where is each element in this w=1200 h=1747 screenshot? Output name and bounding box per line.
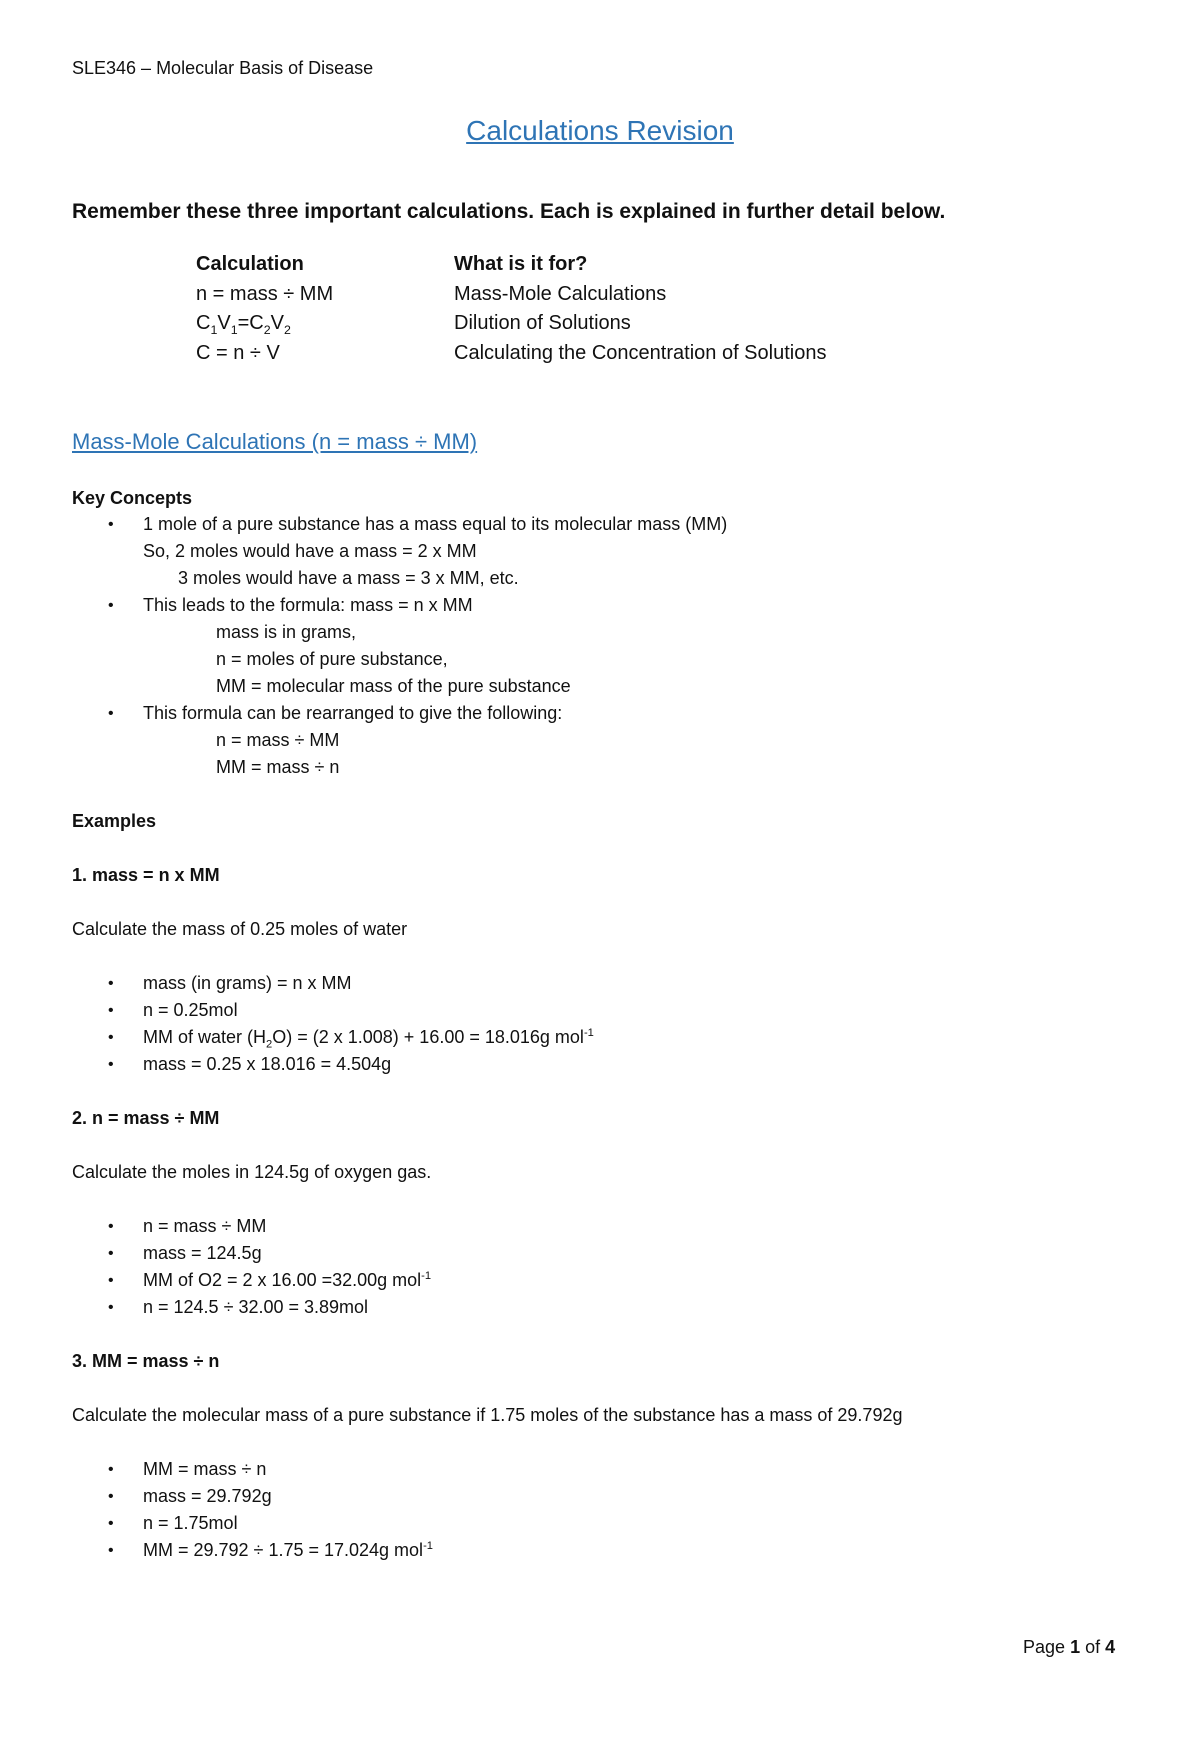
list-item: n = mass ÷ MM — [143, 1216, 267, 1236]
list-item-continuation: So, 2 moles would have a mass = 2 x MM — [143, 541, 477, 561]
intro-text: Remember these three important calculations. Each is explained in further detail below. — [72, 200, 946, 223]
example-1-question: Calculate the mass of 0.25 moles of water — [72, 919, 408, 939]
bullet-icon: • — [108, 1272, 114, 1289]
list-item-continuation: 3 moles would have a mass = 3 x MM, etc. — [178, 568, 519, 588]
list-item: MM = mass ÷ n — [143, 1459, 267, 1479]
list-item-continuation: n = moles of pure substance, — [216, 649, 448, 669]
example-2-title: 2. n = mass ÷ MM — [72, 1108, 220, 1128]
column-header-purpose: What is it for? — [454, 253, 588, 275]
example-3-title: 3. MM = mass ÷ n — [72, 1351, 220, 1371]
list-item-continuation: MM = molecular mass of the pure substance — [216, 676, 571, 696]
list-item: n = 1.75mol — [143, 1513, 238, 1533]
bullet-icon: • — [108, 1056, 114, 1073]
formula-cell: $C_1V_1=C_2V_2$ — [196, 312, 291, 337]
column-header-calculation: Calculation — [196, 253, 304, 275]
purpose-cell: Mass-Mole Calculations — [454, 282, 667, 305]
table-row — [196, 283, 974, 313]
list-item: 1 mole of a pure substance has a mass equal to its molecular mass (MM) — [143, 514, 728, 534]
list-item: n = 0.25mol — [143, 1000, 238, 1020]
bullet-icon: • — [108, 1461, 114, 1478]
purpose-cell: Dilution of Solutions — [454, 312, 631, 334]
bullet-icon: • — [108, 1218, 114, 1235]
formula-cell: C = n ÷ V — [196, 341, 280, 364]
list-item-continuation: MM = mass ÷ n — [216, 757, 340, 777]
bullet-icon: • — [108, 1245, 114, 1262]
bullet-icon: • — [108, 975, 114, 992]
bullet-icon: • — [108, 705, 114, 722]
examples-heading: Examples — [72, 811, 157, 831]
list-item: mass = 0.25 x 18.016 = 4.504g — [143, 1054, 392, 1074]
bullet-icon: • — [108, 1002, 114, 1019]
key-concepts-heading: Key Concepts — [72, 488, 193, 508]
list-item: This leads to the formula: mass = n x MM — [143, 595, 473, 615]
table-row — [196, 342, 974, 372]
list-item-continuation: n = mass ÷ MM — [216, 730, 340, 750]
example-1-title: 1. mass = n x MM — [72, 865, 220, 885]
page-number: Page 1 of 4 — [1023, 1637, 1116, 1657]
table-row — [196, 312, 974, 342]
section-heading: Mass-Mole Calculations (n = mass ÷ MM) — [72, 429, 478, 454]
list-item: MM = 29.792 ÷ 1.75 = 17.024g mol$^{-1}$ — [143, 1540, 433, 1560]
list-item: MM of O2 = 2 x 16.00 =32.00g mol$^{-1}$ — [143, 1270, 432, 1290]
table-header-row — [196, 253, 974, 283]
bullet-icon: • — [108, 1542, 114, 1559]
list-item: mass = 124.5g — [143, 1243, 262, 1263]
example-2-question: Calculate the moles in 124.5g of oxygen gas. — [72, 1162, 432, 1182]
list-item: MM of water $(H_2O) = (2$ x 1.008) + 16.00 = 18.016g mol$^{-1}$ — [143, 1027, 594, 1051]
list-item-continuation: mass is in grams, — [216, 622, 357, 642]
bullet-icon: • — [108, 597, 114, 614]
list-item: mass (in grams) = n x MM — [143, 973, 352, 993]
list-item: n = 124.5 ÷ 32.00 = 3.89mol — [143, 1297, 369, 1317]
bullet-icon: • — [108, 516, 114, 533]
example-3-question: Calculate the molecular mass of a pure substance if 1.75 moles of the substance has a mass of 29.792g — [72, 1405, 903, 1425]
bullet-icon: • — [108, 1299, 114, 1316]
document-header: SLE346 – Molecular Basis of Disease — [72, 58, 374, 78]
list-item: mass = 29.792g — [143, 1486, 272, 1506]
bullet-icon: • — [108, 1515, 114, 1532]
purpose-cell: Calculating the Concentration of Solutions — [454, 341, 827, 364]
bullet-icon: • — [108, 1488, 114, 1505]
calculations-table — [196, 253, 974, 371]
page-title: Calculations Revision — [466, 115, 734, 146]
formula-cell: n = mass ÷ MM — [196, 282, 334, 305]
bullet-icon: • — [108, 1029, 114, 1046]
list-item: This formula can be rearranged to give the following: — [143, 703, 563, 723]
